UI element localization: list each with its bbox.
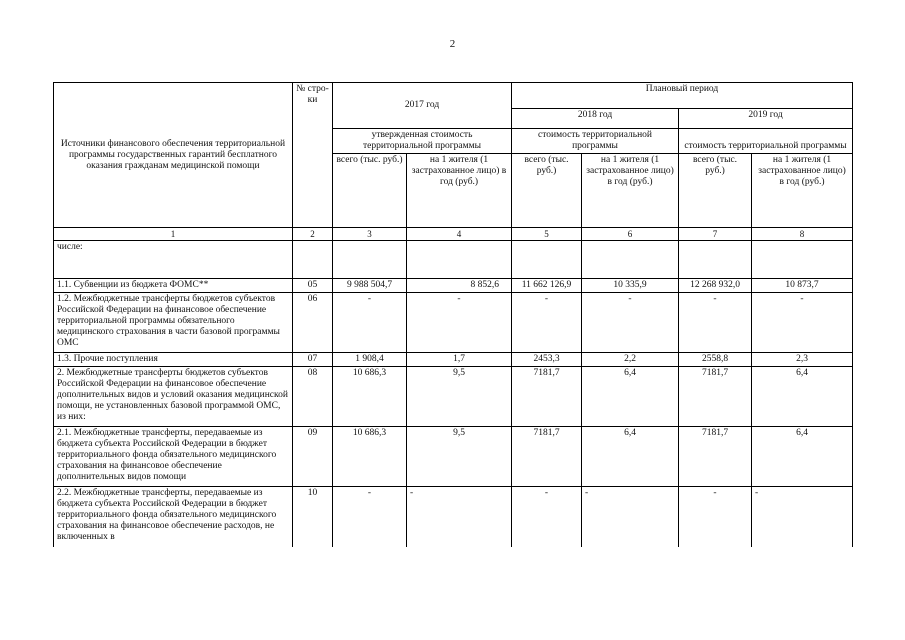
- row-per-person-2018: 6,4: [582, 367, 679, 427]
- row-total-2018: -: [512, 487, 582, 547]
- row-total-2017: 1 908,4: [333, 353, 407, 367]
- row-total-2017: -: [333, 487, 407, 547]
- row-total-2017: -: [333, 293, 407, 353]
- row-per-person-2019: [752, 241, 853, 279]
- row-total-2019: 7181,7: [679, 367, 752, 427]
- row-per-person-2017: 1,7: [407, 353, 512, 367]
- table-row: [54, 487, 853, 547]
- column-number-row: [54, 228, 853, 241]
- column-number: 8: [752, 228, 853, 241]
- header-program-cost-2018: стоимость территориальной программы: [512, 129, 679, 154]
- table-row: [54, 241, 853, 279]
- row-per-person-2017: -: [407, 487, 512, 547]
- header-program-cost-2019: стоимость территориальной программы: [679, 129, 853, 154]
- row-per-person-2018: -: [582, 293, 679, 353]
- row-per-person-2018: 2,2: [582, 353, 679, 367]
- row-source: 1.2. Межбюджетные трансферты бюджетов субъектов Российской Федерации на финансовое обеспечение территориальной программы обязательного медицинского страхования в части базовой программы ОМС: [54, 293, 293, 353]
- row-per-person-2017: 9,5: [407, 367, 512, 427]
- row-total-2017: [333, 241, 407, 279]
- row-per-person-2019: -: [752, 487, 853, 547]
- row-per-person-2018: 6,4: [582, 427, 679, 487]
- header-per-person-2019: на 1 жителя (1 застрахованное лицо) в год (руб.): [752, 154, 853, 228]
- row-total-2017: 10 686,3: [333, 367, 407, 427]
- row-per-person-2019: 10 873,7: [752, 279, 853, 293]
- header-row-number: № стро-ки: [293, 83, 333, 228]
- header-approved-cost-2017: утвержденная стоимость территориальной программы: [333, 129, 512, 154]
- row-per-person-2017: 9,5: [407, 427, 512, 487]
- header-source-column: Источники финансового обеспечения территориальной программы государственных гарантий бесплатного оказания гражданам медицинской помощи: [54, 83, 293, 228]
- column-number: 7: [679, 228, 752, 241]
- row-total-2017: 9 988 504,7: [333, 279, 407, 293]
- row-total-2019: 7181,7: [679, 427, 752, 487]
- financing-sources-table: [53, 82, 853, 547]
- row-source: 2.1. Межбюджетные трансферты, передаваемые из бюджета субъекта Российской Федерации в бюджет территориального фонда обязательного медицинского страхования на финансовое обеспечение дополнительных видов помощи: [54, 427, 293, 487]
- table-row: [54, 353, 853, 367]
- header-planned-period: Плановый период: [512, 83, 853, 109]
- row-total-2017: 10 686,3: [333, 427, 407, 487]
- column-number: 2: [293, 228, 333, 241]
- row-per-person-2018: -: [582, 487, 679, 547]
- row-per-person-2018: 10 335,9: [582, 279, 679, 293]
- header-total-2019: всего (тыс. руб.): [679, 154, 752, 228]
- column-number: 3: [333, 228, 407, 241]
- row-total-2019: 2558,8: [679, 353, 752, 367]
- row-total-2018: 7181,7: [512, 367, 582, 427]
- page-number: 2: [449, 38, 456, 50]
- row-line-number: 08: [293, 367, 333, 427]
- row-total-2018: 2453,3: [512, 353, 582, 367]
- column-number: 6: [582, 228, 679, 241]
- row-per-person-2017: [407, 241, 512, 279]
- row-line-number: 05: [293, 279, 333, 293]
- row-per-person-2019: 2,3: [752, 353, 853, 367]
- header-year-2019: 2019 год: [679, 109, 853, 129]
- header-total-2017: всего (тыс. руб.): [333, 154, 407, 228]
- row-total-2018: 7181,7: [512, 427, 582, 487]
- header-year-2017: 2017 год: [333, 83, 512, 129]
- header-per-person-2017: на 1 жителя (1 застрахованное лицо) в год (руб.): [407, 154, 512, 228]
- row-source: 2.2. Межбюджетные трансферты, передаваемые из бюджета субъекта Российской Федерации в бюджет территориального фонда обязательного медицинского страхования на финансовое обеспечение расходов, не включенных в: [54, 487, 293, 547]
- column-number: 5: [512, 228, 582, 241]
- row-total-2018: [512, 241, 582, 279]
- row-line-number: 09: [293, 427, 333, 487]
- table-row: [54, 279, 853, 293]
- row-source: 2. Межбюджетные трансферты бюджетов субъектов Российской Федерации на финансовое обеспечение дополнительных видов и условий оказания медицинской помощи, не установленных базовой программой ОМС, из них:: [54, 367, 293, 427]
- row-source: числе:: [54, 241, 293, 279]
- row-total-2018: -: [512, 293, 582, 353]
- row-source: 1.3. Прочие поступления: [54, 353, 293, 367]
- row-line-number: 07: [293, 353, 333, 367]
- column-number: 4: [407, 228, 512, 241]
- row-total-2019: -: [679, 293, 752, 353]
- row-per-person-2018: [582, 241, 679, 279]
- row-per-person-2017: -: [407, 293, 512, 353]
- row-line-number: 10: [293, 487, 333, 547]
- table-row: [54, 427, 853, 487]
- row-source: 1.1. Субвенции из бюджета ФОМС**: [54, 279, 293, 293]
- header-per-person-2018: на 1 жителя (1 застрахованное лицо) в год (руб.): [582, 154, 679, 228]
- row-line-number: 06: [293, 293, 333, 353]
- row-total-2019: 12 268 932,0: [679, 279, 752, 293]
- row-per-person-2019: 6,4: [752, 367, 853, 427]
- row-total-2019: -: [679, 487, 752, 547]
- column-number: 1: [54, 228, 293, 241]
- row-per-person-2017: 8 852,6: [407, 279, 512, 293]
- row-line-number: [293, 241, 333, 279]
- row-total-2018: 11 662 126,9: [512, 279, 582, 293]
- header-total-2018: всего (тыс. руб.): [512, 154, 582, 228]
- table-row: [54, 367, 853, 427]
- header-year-2018: 2018 год: [512, 109, 679, 129]
- row-per-person-2019: -: [752, 293, 853, 353]
- row-total-2019: [679, 241, 752, 279]
- table-row: [54, 293, 853, 353]
- row-per-person-2019: 6,4: [752, 427, 853, 487]
